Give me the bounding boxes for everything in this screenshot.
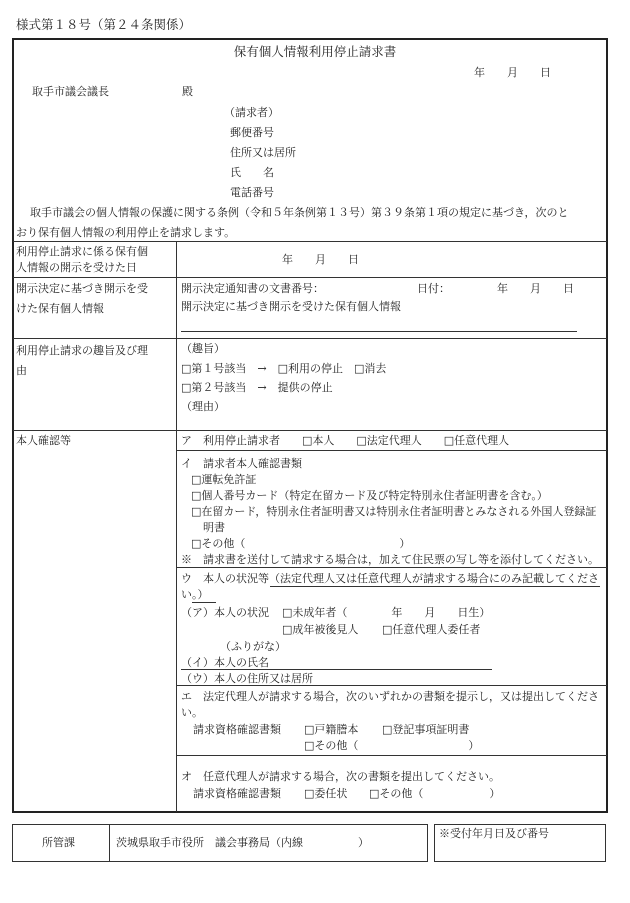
purpose-heading: （趣旨） — [181, 342, 225, 355]
legal-rep-heading-line-2: い。 — [181, 706, 203, 719]
requester-heading: （請求者） — [224, 106, 279, 119]
person-address-field[interactable] — [181, 685, 492, 686]
form-number-label: 様式第１８号（第２４条関係） — [16, 17, 192, 32]
id-doc-option[interactable]: □個人番号カード（特定在留カード及び特定特別永住者証明書を含む。） — [191, 489, 548, 502]
legal-rep-other-option[interactable]: □その他（ ） — [304, 739, 480, 752]
adult-ward-option[interactable]: □成年被後見人 — [282, 623, 359, 636]
id-doc-option[interactable]: □在留カード，特別永住者証明書又は特別永住者証明書とみなされる外国人登録証 — [191, 505, 597, 518]
proxy-delegator-option[interactable]: □任意代理人委任者 — [382, 623, 481, 636]
row-divider — [13, 430, 607, 431]
doc-date[interactable]: 年 月 日 — [497, 282, 574, 295]
date-line: 年 月 日 — [474, 66, 551, 79]
status-heading-underline — [192, 602, 216, 603]
legal-rep-docs-label: 請求資格確認書類 — [193, 723, 281, 736]
doc-date-label: 日付： — [417, 282, 450, 295]
purpose-option-2[interactable]: □第２号該当 → 提供の停止 — [181, 381, 333, 394]
row-divider — [176, 450, 607, 451]
proxy-docs-label: 請求資格確認書類 — [193, 787, 281, 800]
form-title: 保有個人情報利用停止請求書 — [233, 44, 397, 59]
person-name-label: （イ）本人の氏名 — [181, 656, 269, 669]
legal-rep-heading-line-1: エ 法定代理人が請求する場合，次のいずれかの書類を提示し，又は提出してくださ — [181, 690, 599, 703]
department-label: 所管課 — [42, 836, 75, 849]
row-divider — [176, 567, 607, 568]
family-register-option[interactable]: □戸籍謄本 — [304, 723, 359, 736]
name-label[interactable]: 氏 名 — [230, 166, 274, 179]
row3-label-line-1: 利用停止請求の趣旨及び理 — [16, 344, 148, 357]
column-divider — [176, 241, 177, 812]
disclosed-info-label: 開示決定に基づき開示を受けた保有個人情報 — [181, 300, 401, 313]
id-doc-option-other[interactable]: □その他（ ） — [191, 537, 411, 550]
id-docs-heading: イ 請求者本人確認書類 — [181, 457, 302, 470]
registry-cert-option[interactable]: □登記事項証明書 — [382, 723, 470, 736]
address-label[interactable]: 住所又は居所 — [230, 146, 296, 159]
row-divider — [13, 241, 607, 242]
power-of-attorney-option[interactable]: □委任状 — [304, 787, 348, 800]
person-address-label: （ウ）本人の住所又は居所 — [181, 672, 313, 685]
row3-label-line-2: 由 — [16, 364, 27, 377]
row4-label: 本人確認等 — [16, 434, 71, 447]
intro-text-line-2: おり保有個人情報の利用停止を請求します。 — [16, 226, 236, 239]
phone-label[interactable]: 電話番号 — [230, 186, 274, 199]
row2-label-line-1: 開示決定に基づき開示を受 — [16, 282, 148, 295]
row2-label-line-2: けた保有個人情報 — [16, 302, 104, 315]
row-divider — [13, 277, 607, 278]
intro-text-line-1: 取手市議会の個人情報の保護に関する条例（令和５年条例第１３号）第３９条第１項の規定に基づき，次のと — [30, 206, 569, 219]
row1-label-line-1: 利用停止請求に係る保有個 — [16, 245, 148, 258]
purpose-option-1[interactable]: □第１号該当 → □利用の停止 □消去 — [181, 362, 387, 375]
id-doc-option[interactable]: □運転免許証 — [191, 473, 257, 486]
person-name-field[interactable] — [181, 669, 492, 670]
receipt-label: ※受付年月日及び番号 — [439, 827, 549, 840]
reason-heading: （理由） — [181, 400, 225, 413]
status-heading-line-2: い。） — [181, 588, 209, 601]
status-heading-underline — [270, 586, 600, 587]
id-doc-option-continued: 明書 — [203, 521, 225, 534]
status-heading-line-1: ウ 本人の状況等（法定代理人又は任意代理人が請求する場合にのみ記載してくださ — [181, 572, 599, 585]
doc-number-label[interactable]: 開示決定通知書の文書番号： — [181, 282, 324, 295]
mail-note: ※ 請求書を送付して請求する場合は，加えて住民票の写し等を添付してください。 — [181, 553, 599, 566]
proxy-other-option[interactable]: □その他（ ） — [369, 787, 501, 800]
row1-date[interactable]: 年 月 日 — [282, 253, 359, 266]
row-divider — [176, 755, 607, 756]
furigana-label: （ふりがな） — [220, 640, 286, 653]
disclosed-info-field[interactable] — [181, 331, 577, 332]
postal-code-label[interactable]: 郵便番号 — [230, 126, 274, 139]
department-divider — [109, 824, 110, 862]
requester-type-options[interactable]: ア 利用停止請求者 □本人 □法定代理人 □任意代理人 — [181, 434, 510, 447]
addressee: 取手市議会議長 — [32, 85, 109, 98]
person-status-label: （ア）本人の状況 — [181, 606, 269, 619]
honorific: 殿 — [182, 85, 193, 98]
row-divider — [13, 338, 607, 339]
department-value: 茨城県取手市役所 議会事務局（内線 ） — [116, 836, 369, 849]
proxy-heading: オ 任意代理人が請求する場合，次の書類を提出してください。 — [181, 770, 500, 783]
row1-label-line-2: 人情報の開示を受けた日 — [16, 261, 137, 274]
minor-option[interactable]: □未成年者（ 年 月 日生） — [282, 606, 491, 619]
